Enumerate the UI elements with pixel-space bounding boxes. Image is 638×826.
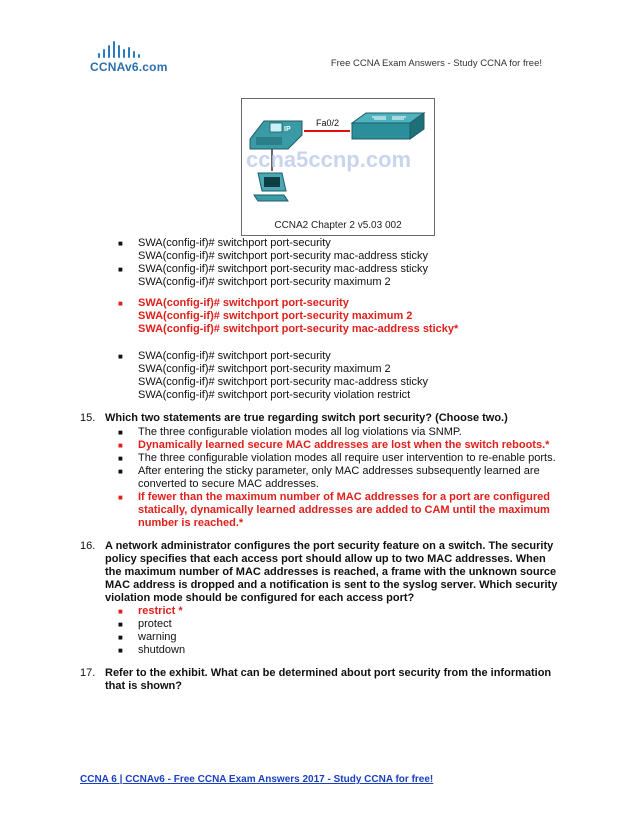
question-number: 16. <box>80 540 96 552</box>
q14-option-2-line-2[interactable]: SWA(config-if)# switchport port-security maximum 2 <box>138 276 391 288</box>
q15-option-4-line-1[interactable]: After entering the sticky parameter, only MAC addresses subsequently learned are <box>138 465 540 477</box>
q16-option-2[interactable]: protect <box>138 618 172 630</box>
q15-option-4-line-2[interactable]: converted to secure MAC addresses. <box>138 478 319 490</box>
q14-option-4-line-4[interactable]: SWA(config-if)# switchport port-security violation restrict <box>138 389 411 401</box>
question-text-line-4: MAC address is dropped and a notification is sent to the syslog server. Which security <box>105 579 558 591</box>
bullet-icon: ■ <box>118 299 123 308</box>
q15-option-5-line-1[interactable]: If fewer than the maximum number of MAC addresses for a port are configured <box>138 491 550 503</box>
q16-option-1[interactable]: restrict * <box>138 605 183 617</box>
q15-option-2[interactable]: Dynamically learned secure MAC addresses are lost when the switch reboots.* <box>138 439 550 451</box>
q14-option-2-line-1[interactable]: SWA(config-if)# switchport port-security mac-address sticky <box>138 263 428 275</box>
q15-option-5-line-3[interactable]: number is reached.* <box>138 517 244 529</box>
bullet-icon: ■ <box>118 352 123 361</box>
bullet-icon: ■ <box>118 454 123 463</box>
bullet-icon: ■ <box>118 620 123 629</box>
question-text-line-2: policy specifies that each access port should allow up to two MAC addresses. When <box>105 553 546 565</box>
q14-option-3-line-1[interactable]: SWA(config-if)# switchport port-security <box>138 297 349 309</box>
bullet-icon: ■ <box>118 265 123 274</box>
q15-option-3[interactable]: The three configurable violation modes all require user intervention to re-enable ports. <box>138 452 556 464</box>
q16-option-3[interactable]: warning <box>138 631 177 643</box>
figure-caption: CCNA2 Chapter 2 v5.03 002 <box>274 220 402 231</box>
logo-brand-text: CCNAv6.com <box>90 60 168 74</box>
bullet-icon: ■ <box>118 441 123 450</box>
question-text: Which two statements are true regarding switch port security? (Choose two.) <box>105 412 508 424</box>
bullet-icon: ■ <box>118 646 123 655</box>
bullet-icon: ■ <box>118 633 123 642</box>
bullet-icon: ■ <box>118 493 123 502</box>
q14-option-3-line-3[interactable]: SWA(config-if)# switchport port-security mac-address sticky* <box>138 323 459 335</box>
question-number: 17. <box>80 667 96 679</box>
q14-option-1-line-1[interactable]: SWA(config-if)# switchport port-security <box>138 237 331 249</box>
port-label: Fa0/2 <box>316 118 340 128</box>
question-text-line-3: the maximum number of MAC addresses is reached, a frame with the unknown source <box>105 566 557 578</box>
bullet-icon: ■ <box>118 607 123 616</box>
watermark: ccna5ccnp.com <box>246 147 412 172</box>
question-text-line-5: violation mode should be configured for each access port? <box>105 592 415 604</box>
header-tagline: Free CCNA Exam Answers - Study CCNA for free! <box>330 58 542 69</box>
question-text-line-1: A network administrator configures the port security feature on a switch. The security <box>105 540 554 552</box>
footer-link[interactable]: CCNA 6 | CCNAv6 - Free CCNA Exam Answers 2017 - Study CCNA for free! <box>80 774 434 785</box>
bullet-icon: ■ <box>118 467 123 476</box>
q14-option-3-line-2[interactable]: SWA(config-if)# switchport port-security maximum 2 <box>138 310 413 322</box>
q14-option-1-line-2[interactable]: SWA(config-if)# switchport port-security mac-address sticky <box>138 250 428 262</box>
q15-option-5-line-2[interactable]: statically, dynamically learned addresses are added to CAM until the maximum <box>138 504 550 516</box>
bullet-icon: ■ <box>118 239 123 248</box>
q14-option-4-line-2[interactable]: SWA(config-if)# switchport port-security maximum 2 <box>138 363 391 375</box>
q16-option-4[interactable]: shutdown <box>138 644 186 656</box>
bullet-icon: ■ <box>118 428 123 437</box>
q14-option-4-line-1[interactable]: SWA(config-if)# switchport port-security <box>138 350 331 362</box>
question-text-line-2: that is shown? <box>105 680 182 692</box>
question-text-line-1: Refer to the exhibit. What can be determined about port security from the information <box>105 667 552 679</box>
q14-option-4-line-3[interactable]: SWA(config-if)# switchport port-security mac-address sticky <box>138 376 428 388</box>
q15-option-1[interactable]: The three configurable violation modes all log violations via SNMP. <box>138 426 462 438</box>
question-number: 15. <box>80 412 96 424</box>
svg-text:IP: IP <box>284 126 291 133</box>
